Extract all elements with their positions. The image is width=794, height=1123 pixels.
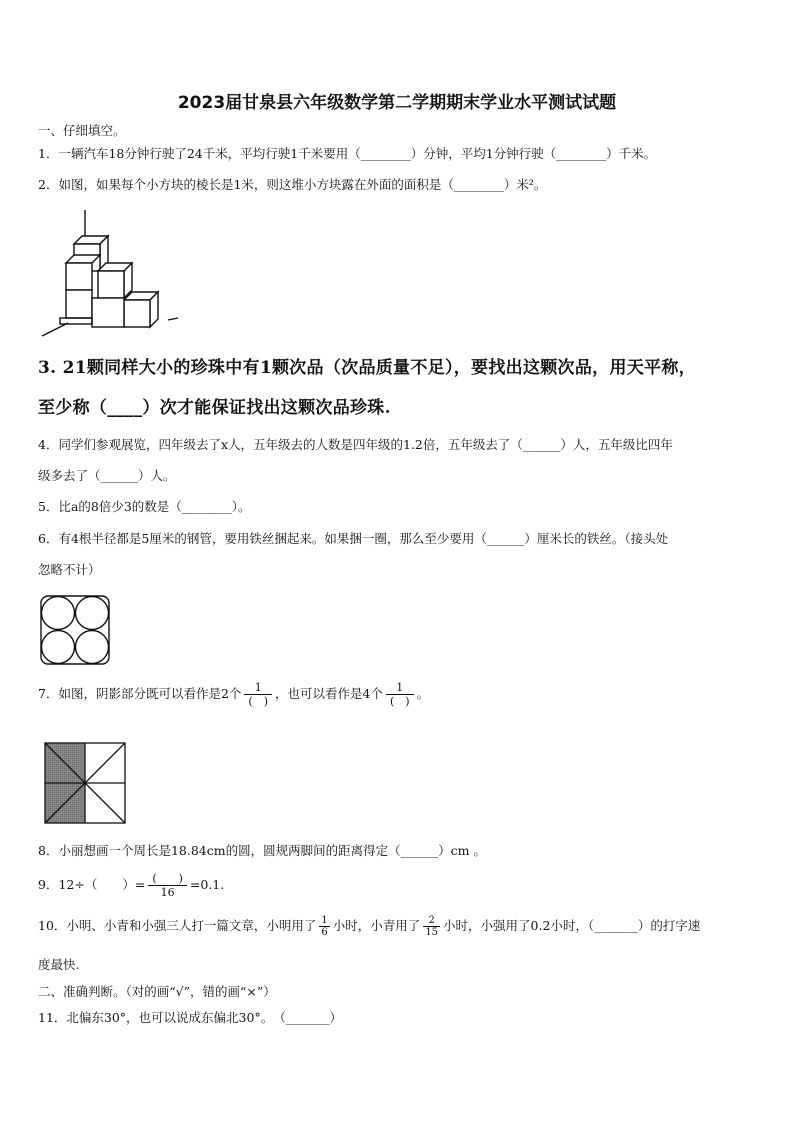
question-7-fraction-a: $\frac{1}{( )}$ xyxy=(244,681,272,708)
shaded-square-figure xyxy=(44,742,126,824)
question-10-line1 xyxy=(38,915,700,938)
question-2: 2．如图，如果每个小方块的棱长是1米，则这堆小方块露在外面的面积是（________）米²。 xyxy=(38,177,547,192)
question-6-line2: 忽略不计） xyxy=(38,562,101,577)
four-pipes-figure xyxy=(40,595,110,665)
question-6-line1: 6．有4根半径都是5厘米的钢管，要用铁丝捆起来。如果捆一圈，那么至少要用（______）厘米长的铁丝。（接头处 xyxy=(38,531,669,546)
question-10-text-c: 小时，小强用了0.2小时，（_______）的打字速 xyxy=(443,918,701,933)
question-4-line1: 4．同学们参观展览，四年级去了x人，五年级去的人数是四年级的1.2倍，五年级去了（______）人，五年级比四年 xyxy=(38,437,673,452)
question-7 xyxy=(38,681,429,708)
cube-stack-figure xyxy=(40,208,180,343)
question-10-fraction-a: $\frac{1}{6}$ xyxy=(321,915,328,938)
question-9-text-a: 9．12÷（ ）= xyxy=(38,877,146,892)
section-1-heading: 一、仔细填空。 xyxy=(38,123,126,138)
question-1: 1．一辆汽车18分钟行驶了24千米，平均行驶1千米要用（________）分钟，平均1分钟行驶（________）千米。 xyxy=(38,146,657,161)
question-4-line2: 级多去了（______）人。 xyxy=(38,468,176,483)
question-5: 5．比a的8倍少3的数是（________）。 xyxy=(38,499,251,514)
question-10-line2: 度最快. xyxy=(38,957,80,972)
question-9-text-b: =0.1. xyxy=(189,877,225,892)
question-9 xyxy=(38,872,224,899)
question-7-text-a: 7．如图，阴影部分既可以看作是2个 xyxy=(38,686,242,701)
question-3-line1: 3. 21颗同样大小的珍珠中有1颗次品（次品质量不足），要找出这颗次品，用天平称， xyxy=(38,358,696,378)
question-10-text-b: 小时，小青用了 xyxy=(332,918,421,933)
question-7-text-c: 。 xyxy=(416,686,430,701)
question-7-fraction-b: $\frac{1}{( )}$ xyxy=(386,681,414,708)
question-8: 8．小丽想画一个周长是18.84cm的圆，圆规两脚间的距离得定（______）cm 。 xyxy=(38,843,486,858)
question-10-fraction-b: $\frac{2}{15}$ xyxy=(425,915,439,938)
question-11: 11．北偏东30°，也可以说成东偏北30°。 （_______） xyxy=(38,1010,342,1025)
page-title: 2023届甘泉县六年级数学第二学期期末学业水平测试试题 xyxy=(177,93,617,113)
question-10-text-a: 10．小明、小青和小强三人打一篇文章，小明用了 xyxy=(38,918,317,933)
question-9-fraction: $\frac{( )}{16}$ xyxy=(148,872,187,899)
question-3-line2: 至少称（____）次才能保证找出这颗次品珍珠. xyxy=(38,398,391,418)
section-2-heading: 二、准确判断。（对的画“√”，错的画“×”） xyxy=(38,984,276,999)
question-7-text-b: ，也可以看作是4个 xyxy=(275,686,383,701)
